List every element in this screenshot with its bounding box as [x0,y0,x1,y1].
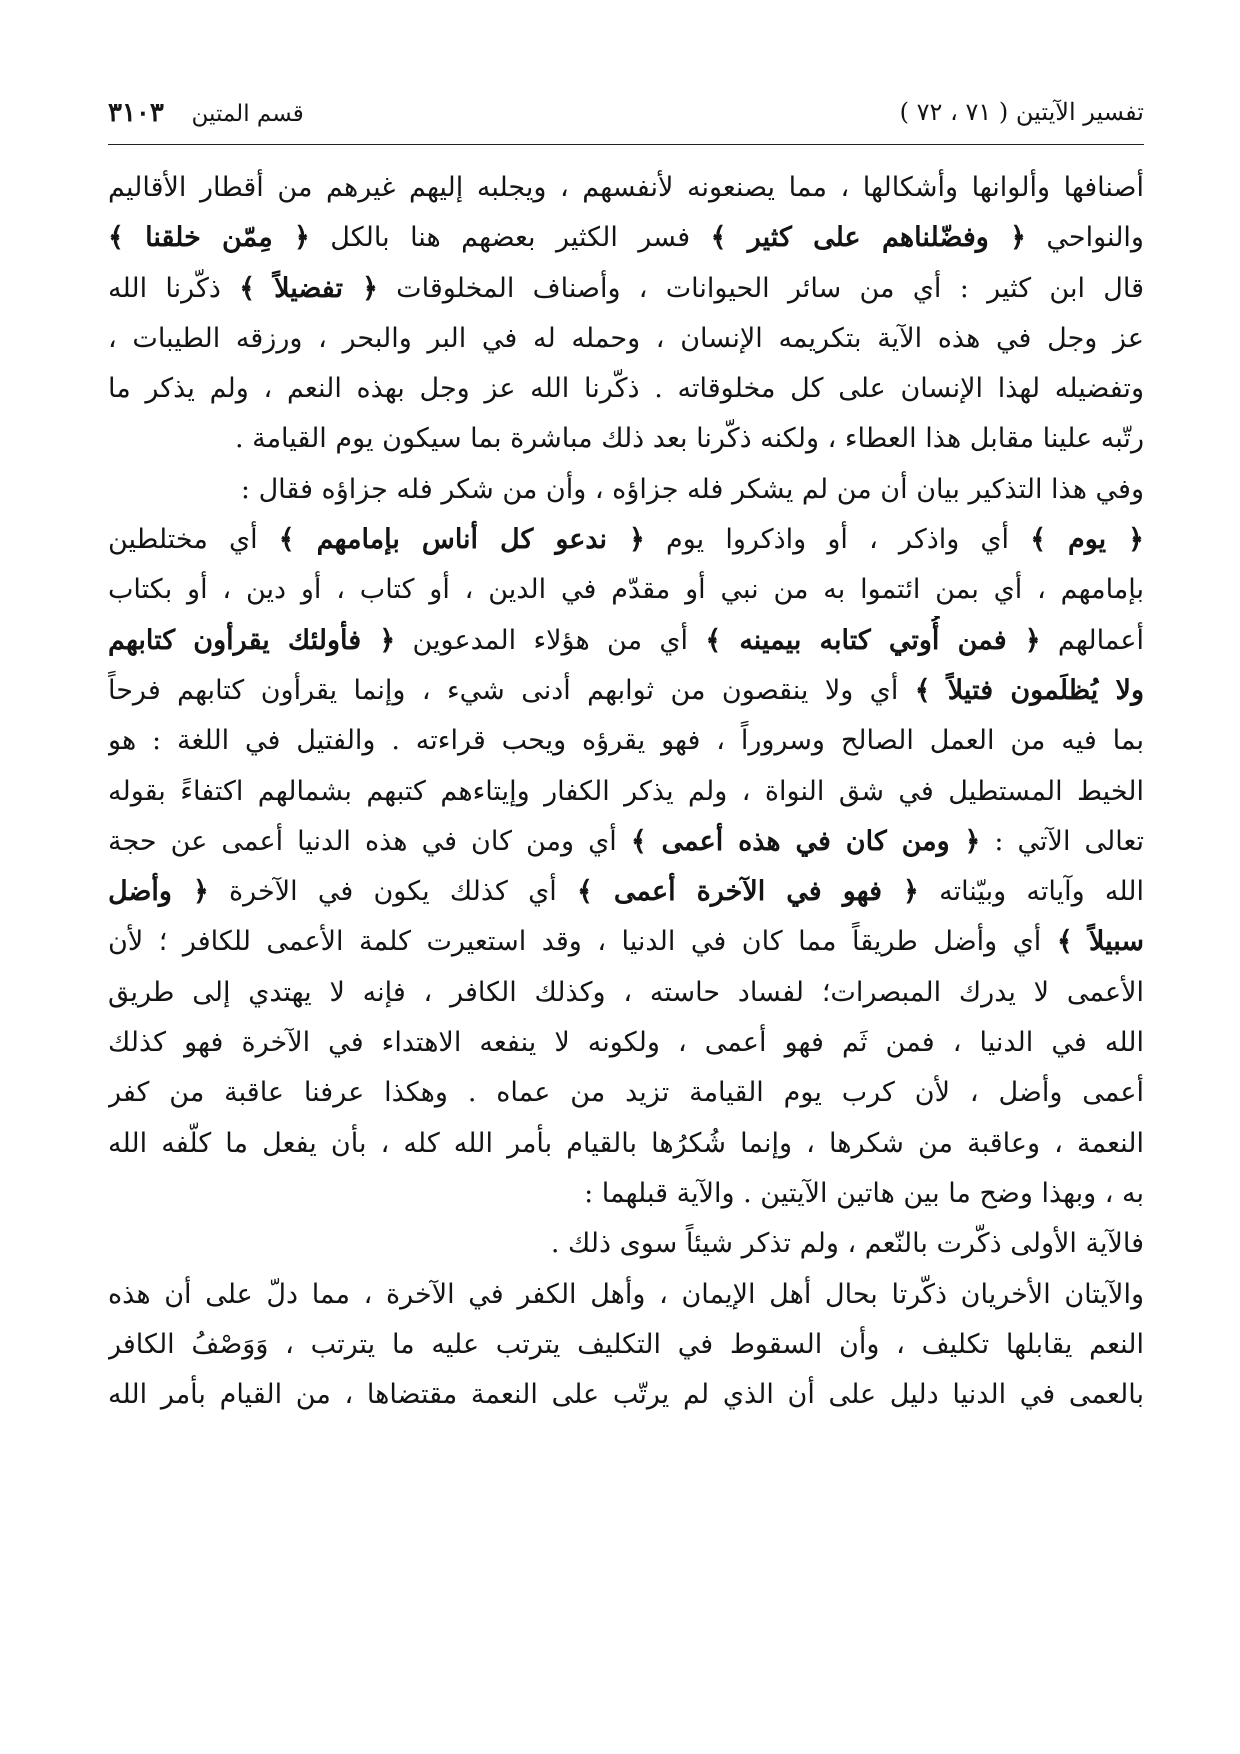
running-header [108,96,1144,140]
text-line [108,817,1144,867]
quran-quote: ﴿ وأضل [108,876,209,908]
text-line [108,264,1144,314]
quran-quote: ولا يُظلَمون فتيلاً ﴾ [914,674,1144,706]
text-line [108,1320,1144,1370]
text-run: به ، وبهذا وضح ما بين هاتين الآيتين . والآية قبلهما : [584,1177,1144,1209]
quran-quote: سبيلاً ﴾ [1056,926,1144,958]
quran-quote: ﴿ ومن كان في هذه أعمى ﴾ [630,825,981,857]
page-number: ٣١٠٣ [108,98,164,128]
text-run: أي من هؤلاء المدعوين [395,624,706,656]
text-run: الأعمى لا يدرك المبصرات؛ لفساد حاسته ، وكذلك الكافر ، فإنه لا يهتدي إلى طريق [108,976,1144,1008]
quran-quote: ﴿ تفضيلاً ﴾ [239,272,378,304]
text-run: النعمة ، وعاقبة من شكرها ، وإنما شُكرُها بالقيام بأمر الله كله ، بأن يفعل ما كلّفه الله [108,1127,1144,1159]
text-run: أي ولا ينقصون من ثوابهم أدنى شيء ، وإنما يقرأون كتابهم فرحاً [108,674,915,706]
quran-quote: ﴿ فأولئك يقرأون كتابهم [108,624,396,656]
text-run: الله وآياته وبيّناته [918,876,1144,908]
text-line [108,414,1144,464]
text-line [108,314,1144,364]
quran-quote: ﴿ فهو في الآخرة أعمى ﴾ [576,876,919,908]
text-run: بالعمى في الدنيا دليل على أن الذي لم يرتّب على النعمة مقتضاها ، من القيام بأمر الله [108,1379,1144,1411]
text-line [108,565,1144,615]
text-run: أي ومن كان في هذه الدنيا أعمى عن حجة [108,825,631,857]
header-rule [108,144,1144,145]
text-line [108,515,1144,565]
text-line [108,1119,1144,1169]
body-text [108,163,1144,1420]
text-line [108,1219,1144,1269]
text-line [108,716,1144,766]
text-run: فسر الكثير بعضهم هنا بالكل [309,222,711,254]
header-part-and-page [108,98,304,128]
text-line [108,666,1144,716]
text-run: الخيط المستطيل في شق النواة ، ولم يذكر الكفار وإيتاءهم كتبهم بشمالهم اكتفاءً بقوله [108,775,1144,807]
part-title: قسم المتين [191,101,304,127]
text-run: بما فيه من العمل الصالح وسروراً ، فهو يقرؤه ويحب قراءته . والفتيل في اللغة : هو [108,725,1144,757]
text-run: بإمامهم ، أي بمن ائتموا به من نبي أو مقدّم في الدين ، أو كتاب ، أو دين ، أو بكتاب [108,574,1144,606]
quran-quote: ﴿ ندعو كل أناس بإمامهم ﴾ [278,524,645,556]
quran-quote: ﴿ فمن أُوتي كتابه بيمينه ﴾ [705,624,1041,656]
text-line [108,616,1144,666]
text-run: أي كذلك يكون في الآخرة [208,876,577,908]
text-line [108,1370,1144,1420]
text-run: وفي هذا التذكير بيان أن من لم يشكر فله جزاؤه ، وأن من شكر فله جزاؤه فقال : [240,473,1144,505]
text-run: ذكّرنا الله [108,272,240,304]
text-run: أي واذكر ، أو واذكروا يوم [644,524,1031,556]
text-line [108,465,1144,515]
text-run: وتفضيله لهذا الإنسان على كل مخلوقاته . ذكّرنا الله عز وجل بهذه النعم ، ولم يذكر ما [108,373,1144,405]
text-run: أعمالهم [1040,624,1144,656]
text-run: فالآية الأولى ذكّرت بالنّعم ، ولم تذكر شيئاً سوى ذلك . [550,1228,1144,1260]
text-line [108,968,1144,1018]
text-run: أي وأضل طريقاً مما كان في الدنيا ، وقد استعيرت كلمة الأعمى للكافر ؛ لأن [108,926,1057,958]
text-run: أعمى وأضل ، لأن كرب يوم القيامة تزيد من عماه . وهكذا عرفنا عاقبة من كفر [108,1077,1144,1109]
text-run: أصنافها وألوانها وأشكالها ، مما يصنعونه لأنفسهم ، ويجلبه إليهم غيرهم من أقطار الأقاليم [108,172,1144,203]
text-line [108,213,1144,263]
text-line [108,1169,1144,1219]
quran-quote: ﴿ وفضّلناهم على كثير ﴾ [710,222,1026,254]
text-line [108,364,1144,414]
text-line [108,867,1144,917]
text-line [108,1018,1144,1068]
text-line [108,1270,1144,1320]
text-run: أي مختلطين [108,524,279,556]
quran-quote: ﴿ يوم ﴾ [1030,524,1144,556]
chapter-heading: تفسير الآيتين ( ٧١ ، ٧٢ ) [899,98,1144,126]
text-run: والنواحي [1025,222,1144,254]
text-run: الله في الدنيا ، فمن ثَم فهو أعمى ، ولكونه لا ينفعه الاهتداء في الآخرة فهو كذلك [108,1027,1144,1059]
text-run: والآيتان الأخريان ذكّرتا بحال أهل الإيمان ، وأهل الكفر في الآخرة ، مما دلّ على أن هذه [108,1278,1144,1310]
text-line [108,917,1144,967]
text-run: تعالى الآتي : [980,825,1144,857]
text-line [108,163,1144,213]
book-page [108,96,1144,1420]
text-run: رتّبه علينا مقابل هذا العطاء ، ولكنه ذكّرنا بعد ذلك مباشرة بما سيكون يوم القيامة . [234,423,1144,455]
quran-quote: ﴿ مِمّن خلقنا ﴾ [108,222,310,254]
text-line [108,767,1144,817]
text-line [108,1068,1144,1118]
text-run: النعم يقابلها تكليف ، وأن السقوط في التكليف يترتب عليه ما يترتب ، وَوَصْفُ الكافر [108,1328,1144,1360]
text-run: عز وجل في هذه الآية بتكريمه الإنسان ، وحمله له في البر والبحر ، ورزقه الطيبات ، [108,322,1144,354]
text-run: قال ابن كثير : أي من سائر الحيوانات ، وأصناف المخلوقات [377,272,1144,304]
